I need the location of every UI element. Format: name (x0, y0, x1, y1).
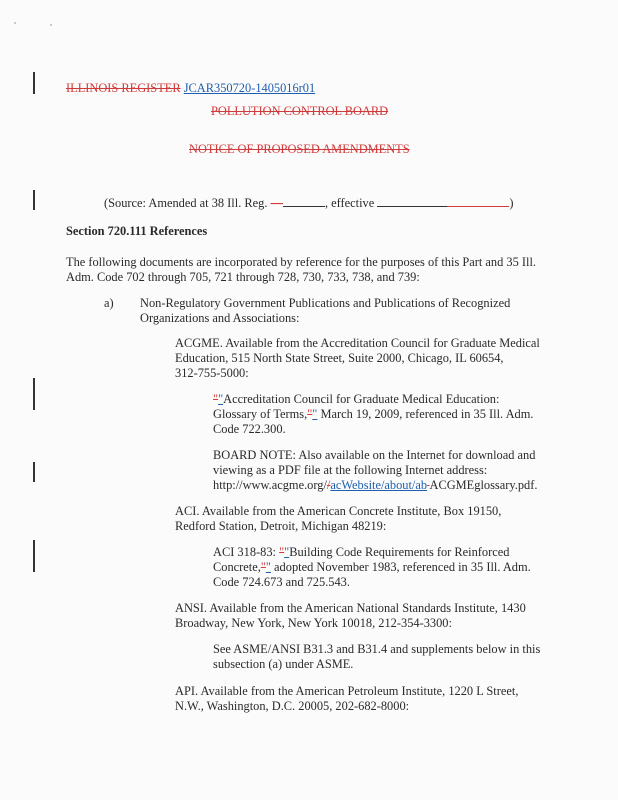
aci-close-quote-inserted: " (265, 560, 271, 574)
section-heading (66, 224, 207, 239)
acgme-open-quote-inserted: " (218, 392, 224, 406)
aci-item-text-1: Building Code Requirements for Reinforced (289, 545, 510, 559)
ansi-item-line-1: See ASME/ANSI B31.3 and B31.4 and supplements below in this (213, 642, 541, 656)
board-note-url (213, 478, 537, 493)
source-prefix: (Source: Amended at 38 Ill. Reg. (104, 196, 268, 210)
acgme-item-line-1 (213, 392, 499, 407)
acgme-item-text-2a: Glossary of Terms, (213, 407, 308, 421)
aci-close-quote-deleted: " (260, 560, 266, 574)
source-deleted-dash: — (270, 196, 283, 210)
section-heading-text: Section 720.111 References (66, 224, 208, 238)
source-suffix: ) (509, 196, 514, 210)
aci-item-line-3: Code 724.673 and 725.543. (213, 575, 350, 589)
change-bar (33, 540, 35, 572)
acgme-close-quote-inserted: " (312, 407, 318, 421)
source-effective-blank (377, 195, 447, 207)
ansi-item-line-2: subsection (a) under ASME. (213, 657, 354, 671)
acgme-item-text-1: Accreditation Council for Graduate Medical Education: (223, 392, 500, 406)
aci-line-2: Redford Station, Detroit, Michigan 48219: (175, 519, 387, 533)
notice-title: NOTICE OF PROPOSED AMENDMENTS (189, 142, 410, 156)
board-note-line-1: BOARD NOTE: Also available on the Internet for download and (213, 448, 536, 462)
source-mid: , effective (324, 196, 375, 210)
aci-item-prefix: ACI 318-83: (213, 545, 280, 559)
ansi-line-2: Broadway, New York, New York 10018, 212-354-3300: (175, 616, 452, 630)
acgme-line-2: Education, 515 North State Street, Suite 2000, Chicago, IL 60654, (175, 351, 504, 365)
scan-speck (50, 24, 52, 26)
acgme-item-text-2b: March 19, 2009, referenced in 35 Ill. Adm. (317, 407, 534, 421)
aci-item-text-2a: Concrete, (213, 560, 261, 574)
change-bar (33, 190, 35, 210)
url-inserted-path: acWebsite/about/ab (330, 478, 428, 492)
api-line-1: API. Available from the American Petroleum Institute, 1220 L Street, (175, 684, 519, 698)
board-note-line-2: viewing as a PDF file at the following Internet address: (213, 463, 488, 477)
subsection-a-label: a) (104, 296, 114, 310)
aci-open-quote-inserted: " (284, 545, 290, 559)
board-title: POLLUTION CONTROL BOARD (211, 104, 389, 118)
change-bar (33, 72, 35, 94)
subsection-a-title-1: Non-Regulatory Government Publications and Publications of Recognized (140, 296, 511, 310)
source-deleted-blank (447, 195, 509, 207)
acgme-line-3: 312-755-5000: (175, 366, 249, 380)
register-header (66, 81, 315, 96)
acgme-close-quote-deleted: " (307, 407, 313, 421)
acgme-line-1: ACGME. Available from the Accreditation Council for Graduate Medical (175, 336, 540, 350)
source-line (104, 195, 514, 211)
register-deleted: ILLINOIS REGISTER (66, 81, 181, 95)
acgme-item-line-2 (213, 407, 533, 422)
acgme-item-line-3: Code 722.300. (213, 422, 286, 436)
url-part-b: ACGMEglossary.pdf. (429, 478, 538, 492)
aci-open-quote-deleted: " (279, 545, 285, 559)
aci-item-line-2 (213, 560, 531, 575)
url-part-a: http://www.acgme.org/ (213, 478, 327, 492)
acgme-open-quote-deleted: " (213, 392, 219, 406)
scan-speck (14, 22, 16, 24)
ansi-line-1: ANSI. Available from the American National Standards Institute, 1430 (175, 601, 526, 615)
api-line-2: N.W., Washington, D.C. 20005, 202-682-8000: (175, 699, 410, 713)
change-bar (33, 378, 35, 410)
intro-line-1: The following documents are incorporated by reference for the purposes of this Part and 35 Ill. (66, 255, 537, 269)
aci-item-text-2b: adopted November 1983, referenced in 35 Ill. Adm. (270, 560, 531, 574)
aci-item-line-1 (213, 545, 509, 560)
register-inserted: JCAR350720-1405016r01 (183, 81, 316, 95)
url-deleted-slash: / (326, 478, 331, 492)
source-reg-blank (283, 195, 325, 207)
change-bar (33, 462, 35, 482)
intro-line-2: Adm. Code 702 through 705, 721 through 728, 730, 733, 738, and 739: (66, 270, 420, 284)
aci-line-1: ACI. Available from the American Concrete Institute, Box 19150, (175, 504, 502, 518)
subsection-a-title-2: Organizations and Associations: (140, 311, 300, 325)
